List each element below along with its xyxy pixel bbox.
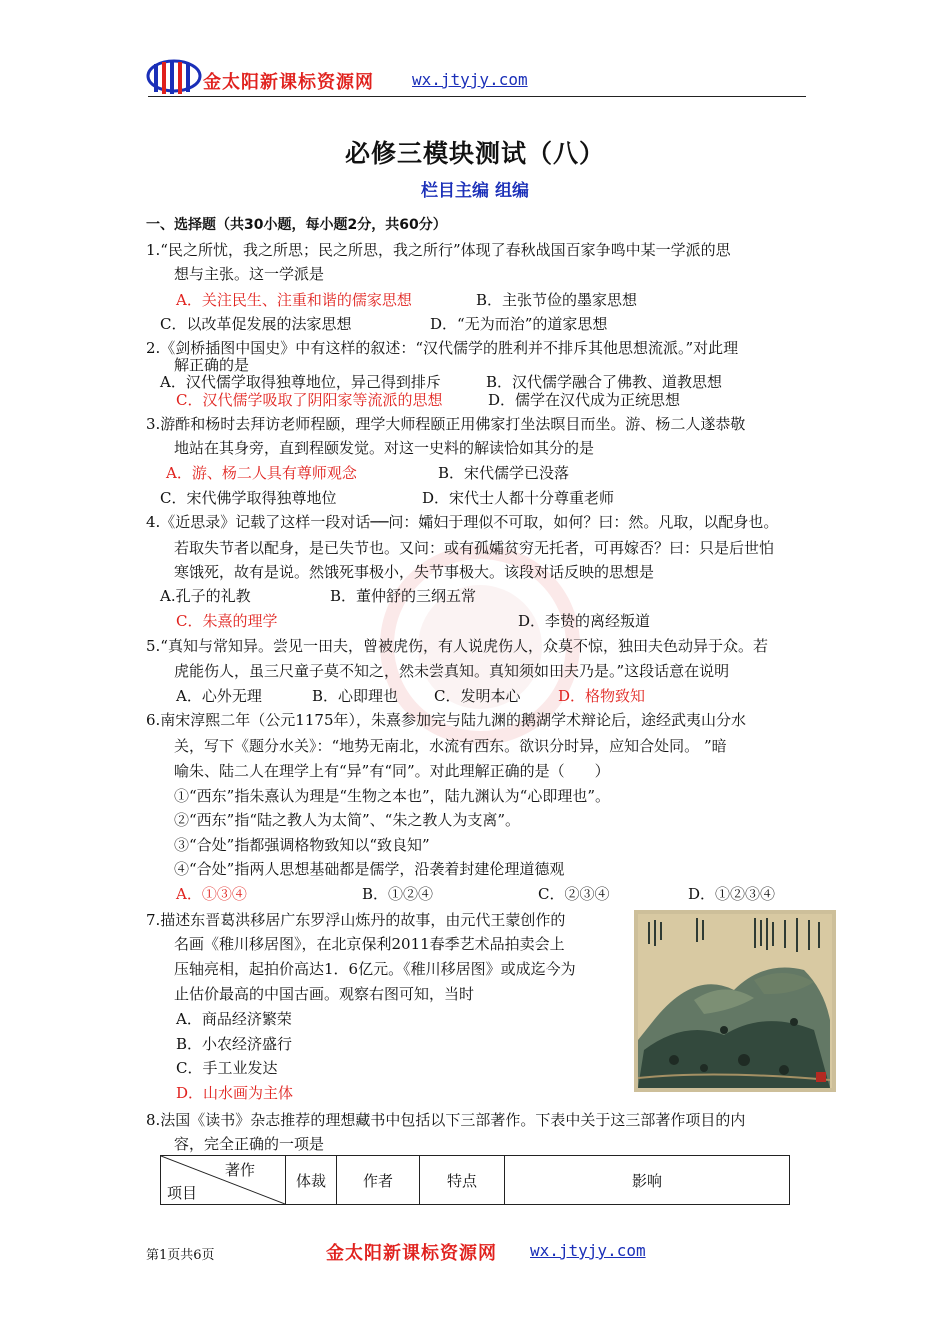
q3-option-d: D．宋代士人都十分尊重老师	[422, 489, 615, 507]
table-header-genre: 体裁	[286, 1156, 337, 1205]
header-brand: 金太阳新课标资源网	[203, 72, 374, 93]
q6-option-c: C．②③④	[538, 885, 610, 903]
q7-option-c: C．手工业发达	[176, 1059, 278, 1077]
corner-bottom-label: 项目	[167, 1184, 198, 1202]
q6-line1: 6.南宋淳熙二年（公元1175年），朱熹参加完与陆九渊的鹅湖学术辩论后，途经武夷山分水	[146, 711, 746, 729]
q5-option-c: C．发明本心	[434, 687, 521, 705]
q7-line4: 止估价最高的中国古画。观察右图可知，当时	[174, 985, 475, 1003]
q3-line2: 地站在其身旁，直到程颐发觉。对这一史料的解读恰如其分的是	[174, 439, 595, 457]
q6-line2: 关，写下《题分水关》：“地势无南北，水流有西东。欲识分时异，应知合处同。 ”暗	[174, 737, 727, 755]
q7-line3: 压轴亮相，起拍价高达1．6亿元。《稚川移居图》或成迄今为	[174, 960, 576, 978]
q4-option-c: C．朱熹的理学	[176, 612, 278, 630]
q2-option-a: A．汉代儒学取得独尊地位，异己得到排斥	[160, 373, 441, 391]
q7-option-a: A．商品经济繁荣	[176, 1010, 292, 1028]
q7-option-b: B．小农经济盛行	[176, 1035, 293, 1053]
q5-line2: 虎能伤人，虽三尺童子莫不知之，然未尝真知。真知须如田夫乃是。”这段话意在说明	[174, 662, 730, 680]
q2-line1: 2.《剑桥插图中国史》中有这样的叙述：“汉代儒学的胜利并不排斥其他思想流派。”对此理	[146, 339, 739, 357]
q3-option-a: A．游、杨二人具有尊师观念	[166, 464, 357, 482]
q7-line1: 7.描述东晋葛洪移居广东罗浮山炼丹的故事，由元代王蒙创作的	[146, 911, 566, 929]
q5-option-b: B．心即理也	[312, 687, 399, 705]
q4-line2: 若取失节者以配身，是已失节也。又问：或有孤孀贫穷无托者，可再嫁否？曰：只是后世怕	[174, 539, 775, 557]
q2-line2: 解正确的是	[174, 356, 250, 374]
table-header-author: 作者	[337, 1156, 420, 1205]
q8-line2: 容，完全正确的一项是	[174, 1135, 325, 1153]
footer-page-number: 第1页共6页	[146, 1248, 215, 1263]
header-divider	[148, 96, 806, 97]
q6-statement-4: ④“合处”指两人思想基础都是儒学，沿袭着封建伦理道德观	[174, 860, 565, 878]
q7-line2: 名画《稚川移居图》，在北京保利2011春季艺术品拍卖会上	[174, 935, 565, 953]
q6-option-d: D．①②③④	[688, 885, 776, 903]
q6-line3: 喻朱、陆二人在理学上有“异”有“同”。对此理解正确的是（ ）	[174, 762, 610, 780]
q7-option-d: D．山水画为主体	[176, 1084, 294, 1102]
footer-brand: 金太阳新课标资源网	[326, 1243, 497, 1264]
section-heading: 一、选择题（共30小题，每小题2分，共60分）	[146, 217, 447, 233]
q1-option-c: C．以改革促发展的法家思想	[160, 315, 352, 333]
q6-option-a: A．①③④	[176, 885, 247, 903]
q3-option-b: B．宋代儒学已没落	[438, 464, 570, 482]
q6-statement-2: ②“西东”指“陆之教人为太简”、“朱之教人为支离”。	[174, 811, 521, 829]
q4-line1: 4.《近思录》记载了这样一段对话──问：孀妇于理似不可取，如何？曰：然。凡取，以配身也。	[146, 513, 779, 531]
q3-option-c: C．宋代佛学取得独尊地位	[160, 489, 337, 507]
page-title: 必修三模块测试（八）	[344, 139, 605, 168]
q1-line1: 1.“民之所忧，我之所思；民之所思，我之所行”体现了春秋战国百家争鸣中某一学派的思	[146, 241, 731, 259]
page-subtitle: 栏目主编 组编	[421, 181, 529, 201]
q6-statement-1: ①“西东”指朱熹认为理是“生物之本也”，陆九渊认为“心即理也”。	[174, 787, 611, 805]
q8-line1: 8.法国《读书》杂志推荐的理想藏书中包括以下三部著作。下表中关于这三部著作项目的内	[146, 1111, 746, 1129]
q2-option-c: C．汉代儒学吸取了阴阳家等流派的思想	[176, 391, 443, 409]
q6-statement-3: ③“合处”指都强调格物致知以“致良知”	[174, 836, 430, 854]
q4-line3: 寒饿死，故有是说。然饿死事极小，失节事极大。该段对话反映的思想是	[174, 563, 655, 581]
table-header-feature: 特点	[420, 1156, 505, 1205]
q8-table	[160, 1155, 790, 1205]
q4-option-a: A.孔子的礼教	[160, 587, 251, 605]
q5-option-a: A．心外无理	[176, 687, 262, 705]
q2-option-b: B．汉代儒学融合了佛教、道教思想	[486, 373, 723, 391]
q4-option-b: B．董仲舒的三纲五常	[330, 587, 477, 605]
q5-option-d: D．格物致知	[558, 687, 646, 705]
q3-line1: 3.游酢和杨时去拜访老师程颐，理学大师程颐正用佛家打坐法暝目而坐。游、杨二人遂恭敬	[146, 415, 746, 433]
q4-option-d: D．李贽的离经叛道	[518, 612, 651, 630]
q1-option-a: A．关注民生、注重和谐的儒家思想	[176, 291, 412, 309]
q2-option-d: D．儒学在汉代成为正统思想	[488, 391, 681, 409]
table-corner-cell	[161, 1156, 286, 1205]
logo-icon	[146, 58, 202, 98]
header-url[interactable]: wx.jtyjy.com	[412, 70, 528, 89]
corner-top-label: 著作	[225, 1161, 256, 1179]
q5-line1: 5.“真知与常知异。尝见一田夫，曾被虎伤，有人说虎伤人，众莫不惊，独田夫色动异于众。若	[146, 637, 768, 655]
landscape-painting-image	[634, 910, 836, 1092]
q1-line2: 想与主张。这一学派是	[174, 265, 325, 283]
table-header-influence: 影响	[505, 1156, 790, 1205]
q6-option-b: B．①②④	[362, 885, 434, 903]
q1-option-b: B．主张节俭的墨家思想	[476, 291, 638, 309]
table-row	[161, 1156, 790, 1205]
q1-option-d: D．“无为而治”的道家思想	[430, 315, 608, 333]
footer-url[interactable]: wx.jtyjy.com	[530, 1241, 646, 1260]
